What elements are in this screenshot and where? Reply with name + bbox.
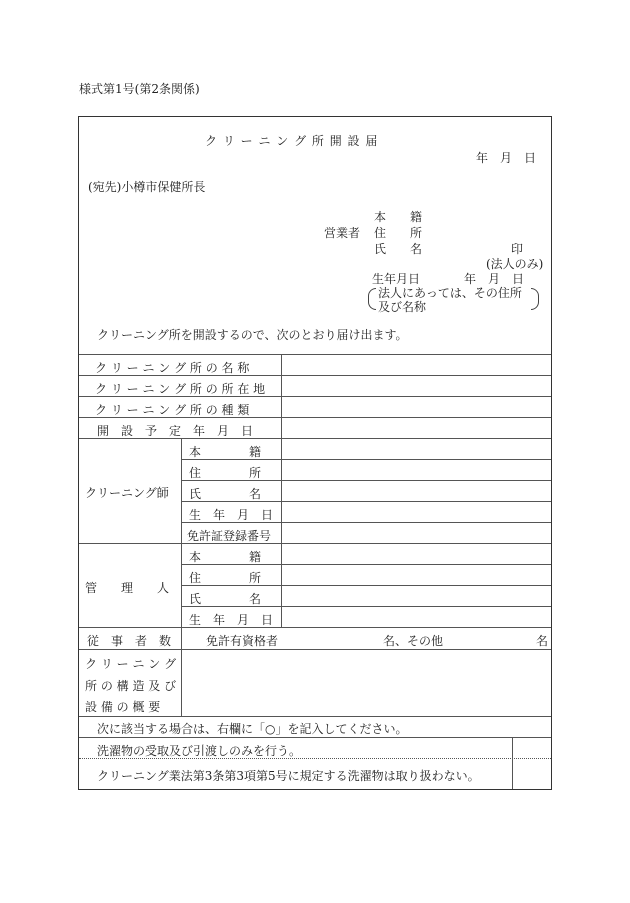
seal-mark: 印	[511, 242, 524, 256]
form-title: ク リ ー ニ ン グ 所 開 設 届	[205, 134, 379, 148]
corp-note-paren-left	[368, 288, 376, 310]
row-divider	[79, 627, 551, 628]
workers-unit-label: 名	[536, 634, 549, 648]
facilities-label-line3: 設 備 の 概 要	[85, 700, 161, 714]
row-label-name: ク リ ー ニ ン グ 所 の 名 称	[95, 361, 250, 375]
manager-section-label: 管 理 人	[85, 581, 170, 595]
cleaner-section-label: クリーニング師	[85, 486, 169, 500]
row-divider	[79, 543, 551, 544]
manager-field-birthdate: 生 年 月 日	[189, 613, 274, 627]
cleaner-field-shimei: 氏 名	[189, 487, 262, 501]
manager-field-honseki: 本 籍	[189, 550, 262, 564]
corp-note-line1: 法人にあっては、その住所	[378, 286, 522, 300]
facilities-label-line2: 所 の 構 造 及 び	[85, 679, 177, 693]
facilities-value[interactable]	[183, 651, 549, 715]
manager-field-jusho: 住 所	[189, 571, 262, 585]
check-box-no-special-laundry[interactable]	[513, 760, 550, 788]
seal-note: (法人のみ)	[486, 257, 544, 271]
workers-licensed-label: 免許有資格者	[206, 634, 279, 648]
corp-note-line2: 及び名称	[378, 300, 427, 314]
manager-field-shimei: 氏 名	[189, 592, 262, 606]
col-divider	[281, 438, 282, 627]
row-value-name[interactable]	[283, 355, 549, 375]
applicant-jusho-label: 住 所	[374, 226, 423, 240]
facilities-label-line1: ク リ ー ニ ン グ	[85, 657, 177, 671]
col-divider	[181, 438, 182, 627]
row-value-type[interactable]	[283, 397, 549, 417]
col-divider	[181, 627, 182, 716]
row-divider	[79, 649, 551, 650]
submission-date[interactable]: 年 月 日	[476, 151, 537, 165]
applicant-honseki-label: 本 籍	[374, 210, 423, 224]
row-value-open-date[interactable]	[283, 418, 549, 438]
cleaner-field-jusho: 住 所	[189, 466, 262, 480]
cleaner-field-license: 免許証登録番号	[187, 529, 272, 543]
applicant-shimei-label: 氏 名	[374, 242, 423, 256]
applicant-role-label: 営業者	[324, 226, 361, 240]
row-value-location[interactable]	[283, 376, 549, 396]
cleaner-field-honseki: 本 籍	[189, 445, 262, 459]
applicant-birth-label: 生年月日	[372, 272, 421, 286]
intro-statement: クリーニング所を開設するので、次のとおり届け出ます。	[97, 328, 408, 342]
workers-label: 従 事 者 数	[87, 634, 172, 648]
row-divider	[79, 716, 551, 717]
applicant-birth-fields[interactable]: 年 月 日	[464, 272, 525, 286]
check-item-receive-only: 洗濯物の受取及び引渡しのみを行う。	[97, 744, 302, 758]
row-label-location: ク リ ー ニ ン グ 所 の 所 在 地	[95, 382, 266, 396]
check-box-receive-only[interactable]	[513, 738, 550, 757]
row-label-open-date: 開 設 予 定 年 月 日	[97, 424, 254, 438]
addressee: (宛先)小樽市保健所長	[88, 180, 206, 194]
workers-other-label: 名、その他	[383, 634, 444, 648]
check-item-no-special-laundry: クリーニング業法第3条第3項第5号に規定する洗濯物は取り扱わない。	[97, 769, 480, 783]
row-divider	[79, 737, 551, 738]
col-divider	[281, 354, 282, 438]
row-label-type: ク リ ー ニ ン グ 所 の 種 類	[95, 403, 250, 417]
check-instruction: 次に該当する場合は、右欄に「○」を記入してください。	[97, 722, 408, 736]
cleaner-field-birthdate: 生 年 月 日	[189, 508, 274, 522]
form-number: 様式第1号(第2条関係)	[79, 82, 200, 96]
